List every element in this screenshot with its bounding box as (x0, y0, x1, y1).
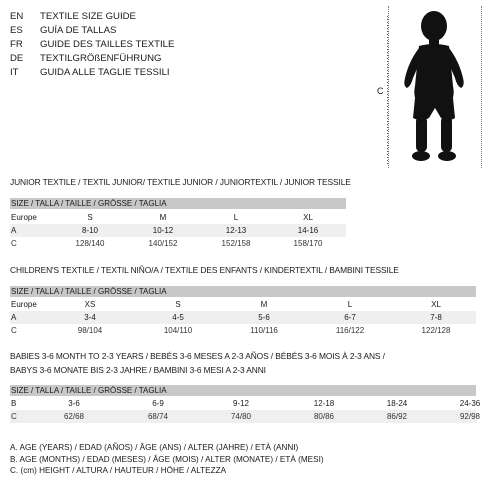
table-cell: 98/104 (77, 326, 103, 335)
table-cell: 116/122 (335, 326, 365, 335)
table-cell: M (260, 300, 268, 309)
language-titles (10, 10, 174, 80)
table-cell: 92/98 (459, 412, 481, 421)
language-code: IT (10, 67, 19, 78)
language-title: GUIDE DES TAILLES TEXTILE (40, 39, 175, 50)
table-cell: 7-8 (430, 313, 442, 322)
row-label: A (11, 226, 17, 235)
table-cell: 110/116 (250, 326, 278, 335)
language-row (10, 66, 174, 80)
table-row (10, 298, 476, 311)
table-cell: XS (84, 300, 96, 309)
babies-section-title-line2: BABYS 3-6 MONATE BIS 2-3 JAHRE / BAMBINI 3-6 MESI A 2-3 ANNI (10, 365, 266, 375)
babies-size-header: SIZE / TALLA / TAILLE / GRÖSSE / TAGLIA (10, 385, 476, 396)
language-title: TEXTILE SIZE GUIDE (40, 11, 136, 22)
height-measure-label: C (377, 86, 384, 96)
table-cell: 86/92 (386, 412, 408, 421)
legend (10, 442, 324, 477)
language-code: FR (10, 39, 23, 50)
table-cell: 5-6 (258, 313, 270, 322)
legend-item: B. AGE (MONTHS) / EDAD (MESES) / ÂGE (MOIS) / ALTER (MONATE) / ETÀ (MESI) (10, 454, 324, 464)
table-cell: 74/80 (230, 412, 252, 421)
language-title: GUIDA ALLE TAGLIE TESSILI (40, 67, 170, 78)
table-cell: XL (431, 300, 441, 309)
language-code: DE (10, 53, 24, 64)
table-cell: 68/74 (147, 412, 169, 421)
language-row (10, 52, 174, 66)
table-cell: 4-5 (172, 313, 184, 322)
table-cell: 8-10 (81, 226, 99, 235)
table-cell: 80/86 (313, 412, 335, 421)
table-cell: 152/158 (221, 239, 251, 248)
table-cell: 140/152 (148, 239, 178, 248)
row-label: B (11, 399, 17, 408)
table-row (10, 224, 346, 237)
language-title: GUÍA DE TALLAS (40, 25, 117, 36)
table-cell: S (87, 213, 93, 222)
table-row (10, 397, 481, 410)
table-cell: XL (303, 213, 313, 222)
table-row (10, 237, 346, 250)
row-label: C (11, 326, 17, 335)
baby-silhouette-icon (389, 6, 481, 168)
height-arrow-icon (387, 16, 388, 166)
table-cell: 122/128 (421, 326, 451, 335)
table-cell: 18-24 (386, 399, 408, 408)
row-label: Europe (11, 300, 37, 309)
table-cell: 128/140 (75, 239, 105, 248)
table-cell: 158/170 (293, 239, 323, 248)
table-cell: 3-4 (84, 313, 96, 322)
table-cell: S (175, 300, 181, 309)
row-label: Europe (11, 213, 37, 222)
table-cell: 62/68 (63, 412, 85, 421)
table-cell: 6-7 (344, 313, 356, 322)
language-code: EN (10, 11, 24, 22)
language-row (10, 38, 174, 52)
table-cell: 6-9 (152, 399, 164, 408)
table-cell: 12-18 (313, 399, 335, 408)
table-cell: 12-13 (225, 226, 247, 235)
figure-frame (388, 6, 482, 168)
row-label: C (11, 412, 17, 421)
language-title: TEXTILGRÖßENFÜHRUNG (40, 53, 162, 64)
junior-section-title: JUNIOR TEXTILE / TEXTIL JUNIOR/ TEXTILE JUNIOR / JUNIORTEXTIL / JUNIOR TESSILE (10, 177, 351, 187)
children-section-title: CHILDREN'S TEXTILE / TEXTIL NIÑO/A / TEXTILE DES ENFANTS / KINDERTEXTIL / BAMBINI TESSILE (10, 265, 399, 275)
table-cell: L (347, 300, 353, 309)
junior-size-header: SIZE / TALLA / TAILLE / GRÖSSE / TAGLIA (10, 198, 346, 209)
table-cell: L (233, 213, 239, 222)
table-cell: 104/110 (163, 326, 193, 335)
table-cell: 10-12 (152, 226, 174, 235)
language-row (10, 24, 174, 38)
table-row (10, 311, 476, 324)
table-row (10, 211, 346, 224)
table-cell: 14-16 (297, 226, 319, 235)
table-cell: 24-36 (459, 399, 481, 408)
babies-section-title-line1: BABIES 3-6 MONTH TO 2-3 YEARS / BEBÉS 3-6 MESES A 2-3 AÑOS / BÉBÉS 3-6 MOIS À 2-3 ANS / (10, 351, 385, 361)
row-label: A (11, 313, 17, 322)
language-row (10, 10, 174, 24)
legend-item: C. (cm) HEIGHT / ALTURA / HAUTEUR / HÖHE / ALTEZZA (10, 466, 227, 475)
legend-item: A. AGE (YEARS) / EDAD (AÑOS) / ÂGE (ANS) / ALTER (JAHRE) / ETÀ (ANNI) (10, 443, 299, 452)
table-row (10, 410, 481, 423)
children-size-header: SIZE / TALLA / TAILLE / GRÖSSE / TAGLIA (10, 286, 476, 297)
language-code: ES (10, 25, 23, 36)
table-cell: 9-12 (232, 399, 250, 408)
row-label: C (11, 239, 17, 248)
table-row (10, 324, 476, 337)
table-cell: M (159, 213, 167, 222)
table-cell: 3-6 (68, 399, 80, 408)
